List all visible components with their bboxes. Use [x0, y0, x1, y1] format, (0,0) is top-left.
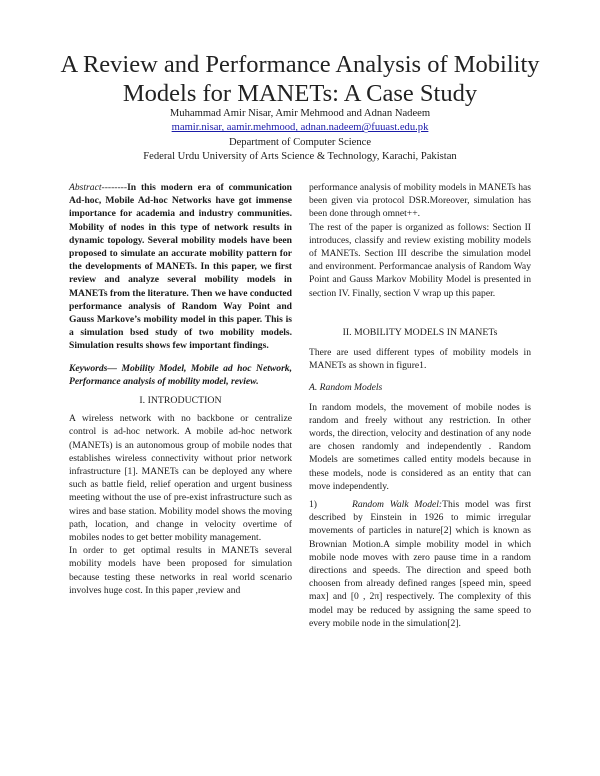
random-models-paragraph: In random models, the movement of mobile nodes is random and freely without any restriction. In other words, the direction, velocity and destination of any node are chosen randomly and independently . Random Models are sometimes called entity models because in these models, node is considered as an entity that can move independently. [309, 401, 531, 492]
random-walk-label: Random Walk Model: [351, 499, 443, 511]
paper-title: A Review and Performance Analysis of Mobility Models for MANETs: A Case Study [60, 51, 540, 107]
section-heading-introduction: I. INTRODUCTION [139, 395, 222, 407]
authors: Muhammad Amir Nisar, Amir Mehmood and Adnan Nadeem [169, 108, 431, 119]
author-block [60, 107, 540, 165]
intro-paragraph-4: The rest of the paper is organized as follows: Section II introduces, classify and review existing mobility models of MANETs. Section III describe the simulation model and environment. Performancae analysis of Random Way Point and Gauss Markov Mobility Model is presented in section IV. Finally, section V wrap up this paper. [309, 221, 531, 299]
abstract [69, 181, 292, 353]
random-walk-paragraph [309, 498, 531, 630]
abstract-text: In this modern era of communication Ad-hoc, Mobile Ad-hoc Networks have got immense importance for academia and industry communities. Mobility of nodes in this type of network results in dynamic topology. Several mobility models have been proposed to simulate an accurate mobility pattern for the developments of MANETs. In this paper, we first review and analyze several mobility models in MANETs from the literature. Then we have conducted performance analysis of Random Way Point and Gauss Markove’s mobility model in this paper. This is a simulation bsed study of two mobility models. Simulation results shows few important findings. [69, 182, 292, 352]
department: Department of Computer Science [228, 136, 372, 148]
university: Federal Urdu University of Arts Science & Technology, Karachi, Pakistan [143, 151, 457, 163]
intro-paragraph-3: performance analysis of mobility models in MANETs has been given via protocol DSR.Moreover, simulation has been done through omnet++. [309, 182, 531, 220]
intro-paragraph-2: In order to get optimal results in MANETs several mobility models have been proposed for simulation because testing these networks in real world scenario involves huge cost. In this paper ,review and [69, 545, 292, 596]
section-heading-mobility-models: II. MOBILITY MODELS IN MANETs [342, 326, 498, 338]
random-walk-text: This model was first described by Einstein in 1926 to mimic irregular movements of particles in nature[2] which is known as Brownian Motion.A simple mobility model in which mobile node moves with zero pause time in a random directions and speeds. The direction and speed both choosen from already defined ranges [speed min, speed max] and [0 , 2π] respectively. The complexity of this model may be reduced by assigning the same speed to every mobile node in the simulation[2]. [309, 499, 532, 629]
mobility-paragraph-1: There are used different types of mobility models in MANETs as shown in figure1. [309, 347, 531, 372]
author-emails[interactable]: mamir.nisar, aamir.mehmood, adnan.nadeem@fuuast.edu.pk [171, 122, 429, 134]
keywords: Keywords— Mobility Model, Mobile ad hoc Network, Performance analysis of mobility model, review. [69, 362, 292, 387]
left-column [69, 181, 292, 597]
right-column [309, 181, 531, 630]
subsection-heading-random-models: A. Random Models [309, 382, 383, 394]
abstract-label: Abstract-------- [69, 182, 128, 193]
random-walk-number: 1) [309, 499, 352, 511]
intro-paragraph-1: A wireless network with no backbone or centralize control is ad-hoc network. A mobile ad-hoc network (MANETs) is an autonomous group of mobile nodes that establishes wireless connectivity without prior network infrastructure [1]. MANETs can be deployed any where such as battle field, relief operation and urgent business meeting without the use of pre-exist infrastructure such as wires and base station. Mobility model shows the moving path, location, and change in velocity overtime of mobiles nodes to get better mobility management. [69, 413, 292, 544]
